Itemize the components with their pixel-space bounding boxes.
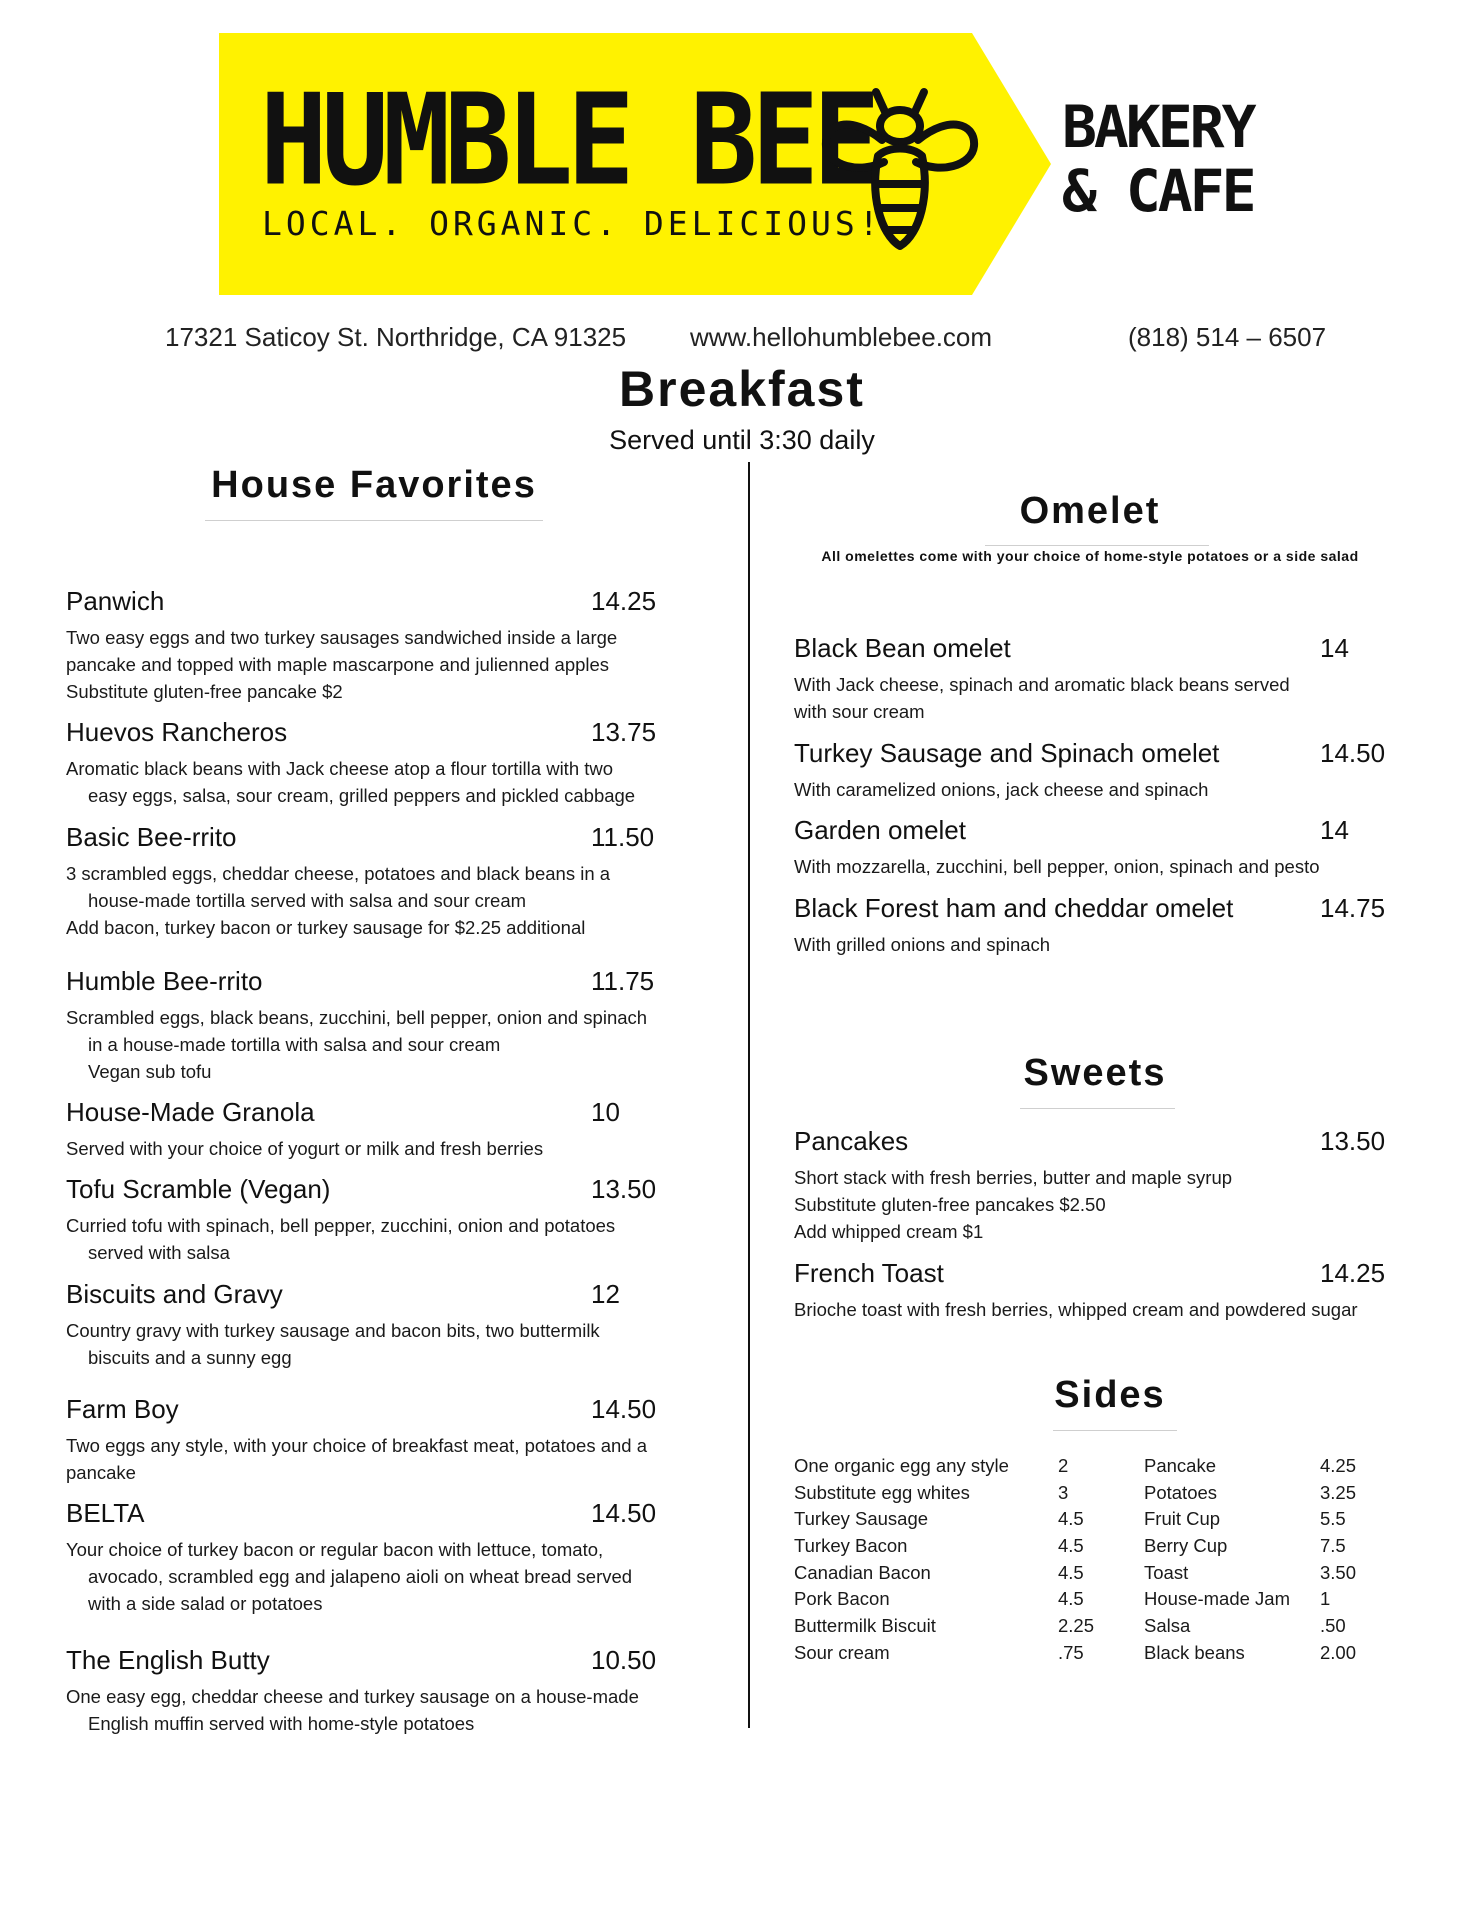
description-line: With mozzarella, zucchini, bell pepper, onion, spinach and pesto xyxy=(794,856,1320,877)
description-line: Add bacon, turkey bacon or turkey sausage for $2.25 additional xyxy=(66,917,586,938)
bakery-cafe-label xyxy=(1062,95,1254,223)
item-name: French Toast xyxy=(794,1258,944,1288)
side-price: 2 xyxy=(1058,1455,1069,1476)
item-description xyxy=(794,1296,1358,1323)
description-line: Brioche toast with fresh berries, whipped cream and powdered sugar xyxy=(794,1299,1358,1320)
item-name: BELTA xyxy=(66,1498,145,1528)
description-line: avocado, scrambled egg and jalapeno aioli on wheat bread served xyxy=(88,1566,633,1587)
item-description xyxy=(66,1212,615,1266)
item-name: Black Bean omelet xyxy=(794,633,1011,663)
omelet-note: All omelettes come with your choice of home-style potatoes or a side salad xyxy=(821,548,1359,564)
item-description xyxy=(66,1004,647,1085)
side-item xyxy=(1144,1533,1424,1560)
side-price: 2.25 xyxy=(1058,1615,1095,1637)
side-item xyxy=(794,1533,1094,1560)
side-price: 4.25 xyxy=(1320,1455,1357,1476)
side-name: Fruit Cup xyxy=(1144,1508,1221,1530)
bee-icon xyxy=(820,84,980,254)
description-line: Scrambled eggs, black beans, zucchini, bell pepper, onion and spinach xyxy=(66,1007,648,1028)
description-line: Curried tofu with spinach, bell pepper, zucchini, onion and potatoes xyxy=(66,1215,616,1236)
description-line: Country gravy with turkey sausage and bacon bits, two buttermilk xyxy=(66,1320,600,1341)
sides-left-list xyxy=(794,1453,1094,1667)
item-description xyxy=(66,860,610,941)
address: 17321 Saticoy St. Northridge, CA 91325 xyxy=(165,322,627,352)
side-name: Pancake xyxy=(1144,1455,1216,1476)
side-price: .50 xyxy=(1320,1615,1346,1637)
column-divider xyxy=(748,462,750,1728)
side-price: 2.00 xyxy=(1320,1641,1357,1663)
item-name: Biscuits and Gravy xyxy=(66,1279,283,1309)
side-item xyxy=(794,1586,1094,1613)
house-favorites-heading: House Favorites xyxy=(211,464,537,506)
description-line: Vegan sub tofu xyxy=(88,1061,212,1082)
side-item xyxy=(794,1560,1094,1587)
item-price: 14.25 xyxy=(1320,1258,1386,1288)
heading-rule xyxy=(985,545,1209,546)
item-name: Pancakes xyxy=(794,1126,909,1156)
item-price: 12 xyxy=(591,1279,620,1309)
description-line: With Jack cheese, spinach and aromatic black beans served xyxy=(794,674,1290,695)
side-price: 1 xyxy=(1320,1588,1331,1610)
item-price: 14.25 xyxy=(591,586,657,616)
item-price: 14 xyxy=(1320,633,1349,663)
sweets-heading: Sweets xyxy=(1023,1052,1167,1094)
cafe-line: & CAFE xyxy=(1062,157,1254,225)
sides-right-list xyxy=(1144,1453,1424,1667)
description-line: served with salsa xyxy=(88,1242,230,1263)
item-price: 14.50 xyxy=(1320,738,1386,768)
side-price: 4.5 xyxy=(1058,1535,1084,1557)
side-item xyxy=(1144,1506,1424,1533)
item-description xyxy=(66,1432,647,1486)
item-price: 13.50 xyxy=(591,1174,657,1204)
side-item xyxy=(1144,1586,1424,1613)
side-item xyxy=(1144,1560,1424,1587)
item-name: Basic Bee-rrito xyxy=(66,822,237,852)
side-name: Pork Bacon xyxy=(794,1588,890,1610)
heading-rule xyxy=(1053,1430,1177,1431)
item-description xyxy=(794,931,1050,958)
side-name: Black beans xyxy=(1144,1641,1245,1663)
side-name: Sour cream xyxy=(794,1641,890,1663)
description-line: pancake and topped with maple mascarpone and julienned apples xyxy=(66,654,610,675)
side-item xyxy=(1144,1453,1424,1480)
description-line: With grilled onions and spinach xyxy=(794,934,1051,955)
side-name: Canadian Bacon xyxy=(794,1561,931,1583)
side-price: 3 xyxy=(1058,1481,1069,1503)
description-line: Substitute gluten-free pancakes $2.50 xyxy=(794,1194,1106,1215)
item-price: 14.50 xyxy=(591,1498,657,1528)
side-name: Substitute egg whites xyxy=(794,1481,970,1503)
description-line: biscuits and a sunny egg xyxy=(88,1347,292,1368)
item-name: Turkey Sausage and Spinach omelet xyxy=(794,738,1220,768)
item-description xyxy=(794,853,1320,880)
description-line: Aromatic black beans with Jack cheese atop a flour tortilla with two xyxy=(66,758,614,779)
item-name: Black Forest ham and cheddar omelet xyxy=(794,893,1234,923)
item-price: 11.50 xyxy=(591,822,655,852)
heading-rule xyxy=(205,520,543,521)
page-subtitle: Served until 3:30 daily xyxy=(609,425,875,455)
item-description xyxy=(66,1536,632,1617)
item-price: 14 xyxy=(1320,815,1349,845)
side-name: One organic egg any style xyxy=(794,1455,1009,1476)
side-price: 4.5 xyxy=(1058,1508,1084,1530)
side-item xyxy=(1144,1480,1424,1507)
item-description xyxy=(794,671,1290,725)
heading-rule xyxy=(1020,1108,1175,1109)
item-description xyxy=(66,1135,543,1162)
side-name: Toast xyxy=(1144,1561,1189,1583)
item-name: Humble Bee-rrito xyxy=(66,966,263,996)
description-line: English muffin served with home-style potatoes xyxy=(88,1713,475,1734)
item-name: Tofu Scramble (Vegan) xyxy=(66,1174,331,1204)
side-price: 7.5 xyxy=(1320,1535,1346,1557)
side-price: 5.5 xyxy=(1320,1508,1346,1530)
item-name: Farm Boy xyxy=(66,1394,179,1424)
description-line: house-made tortilla served with salsa and sour cream xyxy=(88,890,527,911)
brand-tagline: LOCAL. ORGANIC. DELICIOUS! xyxy=(262,204,883,243)
side-item xyxy=(794,1506,1094,1533)
item-description xyxy=(66,1683,639,1737)
item-description xyxy=(66,1317,600,1371)
item-description xyxy=(66,755,635,809)
item-price: 14.50 xyxy=(591,1394,657,1424)
side-name: Turkey Bacon xyxy=(794,1535,908,1557)
item-price: 10.50 xyxy=(591,1645,657,1675)
description-line: with sour cream xyxy=(794,701,925,722)
side-item xyxy=(794,1640,1094,1667)
side-price: 3.25 xyxy=(1320,1481,1357,1503)
side-name: Berry Cup xyxy=(1144,1535,1228,1557)
item-description xyxy=(794,1164,1232,1245)
sides-heading: Sides xyxy=(1054,1374,1166,1416)
omelet-heading: Omelet xyxy=(1019,490,1161,532)
description-line: easy eggs, salsa, sour cream, grilled peppers and pickled cabbage xyxy=(88,785,636,806)
item-price: 13.75 xyxy=(591,717,657,747)
item-name: House-Made Granola xyxy=(66,1097,315,1127)
item-description xyxy=(794,776,1208,803)
item-price: 13.50 xyxy=(1320,1126,1386,1156)
side-price: .75 xyxy=(1058,1641,1084,1663)
item-price: 11.75 xyxy=(591,966,655,996)
description-line: With caramelized onions, jack cheese and spinach xyxy=(794,779,1209,800)
side-item xyxy=(794,1613,1094,1640)
description-line: 3 scrambled eggs, cheddar cheese, potatoes and black beans in a xyxy=(66,863,611,884)
side-item xyxy=(1144,1640,1424,1667)
side-name: Salsa xyxy=(1144,1615,1191,1637)
description-line: with a side salad or potatoes xyxy=(88,1593,323,1614)
item-name: Panwich xyxy=(66,586,165,616)
description-line: Two easy eggs and two turkey sausages sandwiched inside a large xyxy=(66,627,618,648)
description-line: Add whipped cream $1 xyxy=(794,1221,984,1242)
side-price: 3.50 xyxy=(1320,1561,1357,1583)
description-line: Your choice of turkey bacon or regular bacon with lettuce, tomato, xyxy=(66,1539,604,1560)
page-title: Breakfast xyxy=(619,361,865,417)
side-name: House-made Jam xyxy=(1144,1588,1291,1610)
side-price: 4.5 xyxy=(1058,1588,1084,1610)
side-name: Turkey Sausage xyxy=(794,1508,929,1530)
description-line: One easy egg, cheddar cheese and turkey sausage on a house-made xyxy=(66,1686,639,1707)
brand-name: HUMBLE BEE xyxy=(260,67,875,214)
side-item xyxy=(794,1480,1094,1507)
description-line: Served with your choice of yogurt or milk and fresh berries xyxy=(66,1138,544,1159)
item-price: 14.75 xyxy=(1320,893,1386,923)
description-line: pancake xyxy=(66,1462,136,1483)
description-line: Two eggs any style, with your choice of breakfast meat, potatoes and a xyxy=(66,1435,648,1456)
description-line: Substitute gluten-free pancake $2 xyxy=(66,681,343,702)
phone-number: (818) 514 – 6507 xyxy=(1128,322,1327,352)
side-item xyxy=(1144,1613,1424,1640)
side-item xyxy=(794,1453,1094,1480)
side-price: 4.5 xyxy=(1058,1561,1084,1583)
item-price: 10 xyxy=(591,1097,620,1127)
description-line: in a house-made tortilla with salsa and sour cream xyxy=(88,1034,501,1055)
side-name: Buttermilk Biscuit xyxy=(794,1615,936,1637)
side-name: Potatoes xyxy=(1144,1481,1218,1503)
bakery-line: BAKERY xyxy=(1062,93,1254,161)
item-description xyxy=(66,624,617,705)
item-name: Garden omelet xyxy=(794,815,966,845)
item-name: The English Butty xyxy=(66,1645,270,1675)
item-name: Huevos Rancheros xyxy=(66,717,288,747)
website-link[interactable]: www.hellohumblebee.com xyxy=(690,322,993,352)
description-line: Short stack with fresh berries, butter and maple syrup xyxy=(794,1167,1233,1188)
